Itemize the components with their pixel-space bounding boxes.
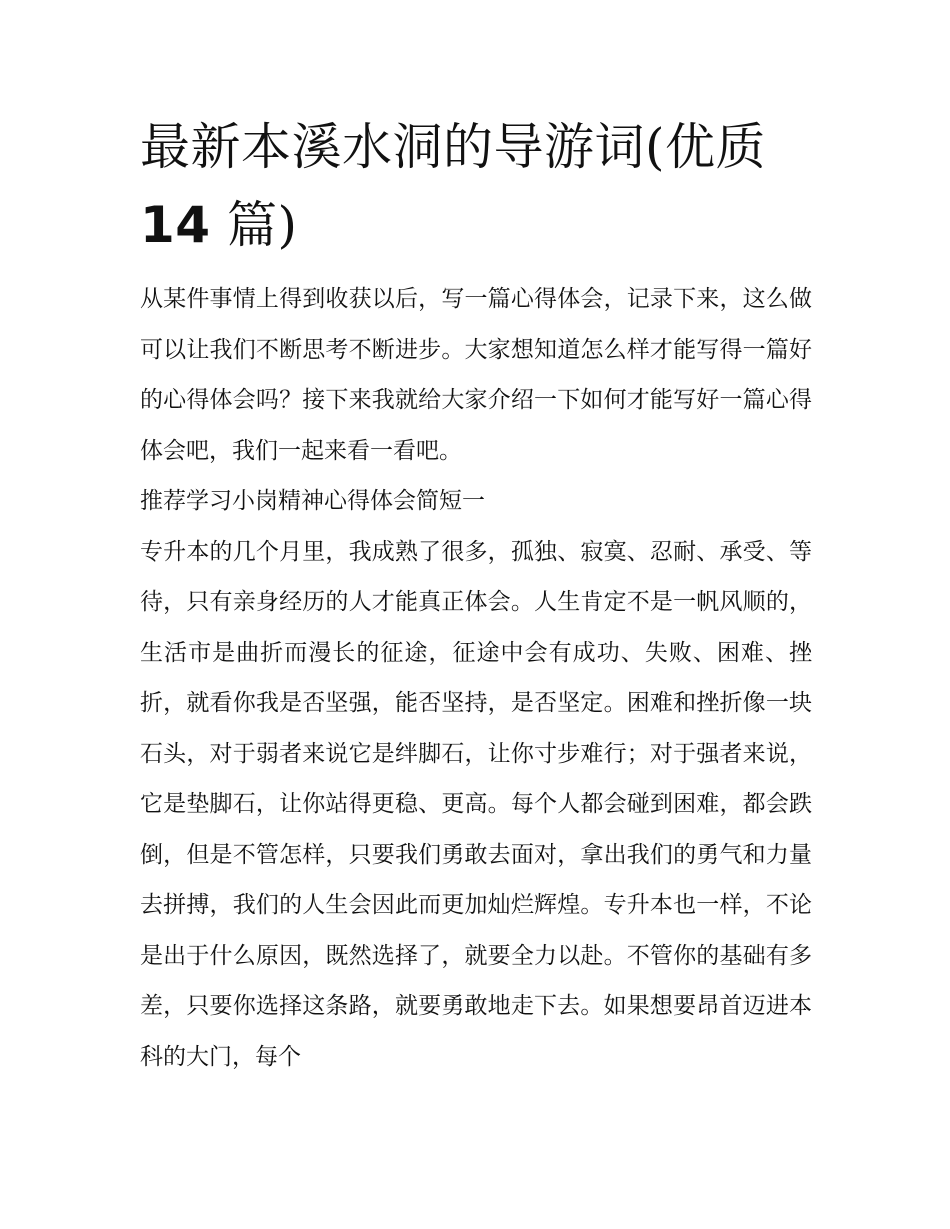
body-paragraph: 专升本的几个月里，我成熟了很多，孤独、寂寞、忍耐、承受、等待，只有亲身经历的人才能真正体会。人生肯定不是一帆风顺的，生活市是曲折而漫长的征途，征途中会有成功、失败、困难、挫折，就看你我是否坚强，能否坚持，是否坚定。困难和挫折像一块石头，对于弱者来说它是绊脚石，让你寸步难行；对于强者来说，它是垫脚石，让你站得更稳、更高。每个人都会碰到困难，都会跌倒，但是不管怎样，只要我们勇敢去面对，拿出我们的勇气和力量去拼搏，我们的人生会因此而更加灿烂辉煌。专升本也一样，不论是出于什么原因，既然选择了，就要全力以赴。不管你的基础有多差，只要你选择这条路，就要勇敢地走下去。如果想要昂首迈进本科的大门，每个: [140, 538, 812, 1070]
section-heading: 推荐学习小岗精神心得体会简短一: [140, 488, 485, 514]
intro-paragraph: 从某件事情上得到收获以后，写一篇心得体会，记录下来，这么做可以让我们不断思考不断进步。大家想知道怎么样才能写得一篇好的心得体会吗？接下来我就给大家介绍一下如何才能写好一篇心得体会吧，我们一起来看一看吧。: [140, 286, 812, 464]
title-number: 14: [140, 196, 211, 254]
title-line-2: 篇): [227, 196, 298, 254]
document-content: [140, 108, 812, 1082]
title-line-1: 最新本溪水洞的导游词(优质: [140, 118, 767, 176]
document-title: [140, 108, 812, 264]
